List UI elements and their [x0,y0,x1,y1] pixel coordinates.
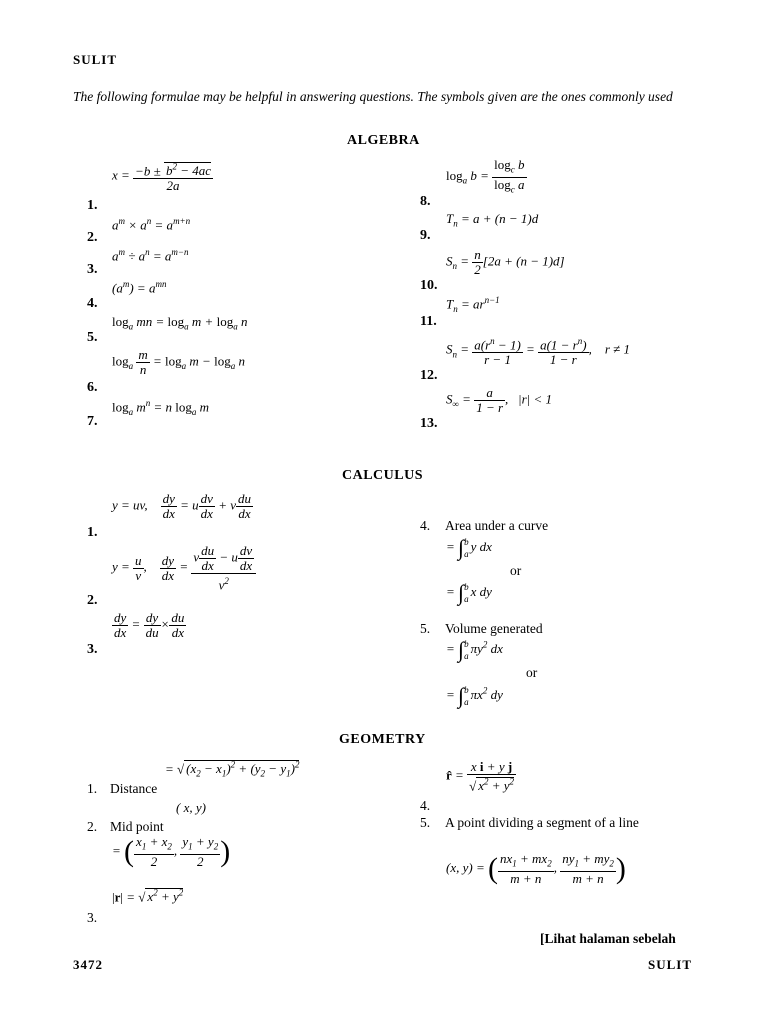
formula-unit-vector: r̂ = $\frac{\text{x i + y j}}{√ x^2 + y^2}$ [446,759,515,794]
algebra-heading: ALGEBRA [347,133,420,148]
algebra-number-11: 11. [420,314,437,329]
formula-product-rule: y = uv, $\frac{dy}{dx}$ = u $\frac{dv}{dx}$ + v $\frac{du}{dx}$ [112,491,251,521]
algebra-number-9: 9. [420,228,431,243]
calculus-number-3: 3. [87,642,98,657]
formula-midpoint-xy: ( x, y) [176,800,206,815]
calculus-number-2: 2. [87,593,98,608]
formula-index-divide: $a^m \div a^n = a^{m-n}$ [112,247,189,264]
formula-gp-term: $T_n = ar^{n-1}$ [446,295,500,314]
algebra-number-10: 10. [420,278,438,293]
geometry-number-2: 2. [87,819,98,834]
calculus-number-4: 4. [420,518,431,533]
formula-magnitude: |r| = √ $x^2 + y^2$ [112,888,184,905]
or-label-2: or [526,665,538,680]
geometry-number-3: 3. [87,910,98,925]
calculus-number-1: 1. [87,525,98,540]
formula-log-quotient: $\log_a$ $\frac{m}{n}$ = $\log_a m - \log_a n$ [112,347,245,377]
footer-code: 3472 [73,957,103,972]
formula-quadratic: x = $\frac{-b \pm b^2 - 4ac}{2a}$ [112,162,212,194]
midpoint-label: Mid point [110,819,164,834]
algebra-number-1: 1. [87,198,98,213]
formula-index-power: $(a^m) = a^{mn}$ [112,279,167,296]
algebra-number-6: 6. [87,380,98,395]
header-sulit: SULIT [73,52,118,67]
formula-chain-rule: $\frac{dy}{dx}$ = $\frac{dy}{du}$ × $\frac{du}{dx}$ [114,610,185,640]
formula-area-x: = ∫ b a x dy [446,580,492,605]
formula-volume-x: = ∫ b a $\pi x^2$ dy [446,683,503,708]
formula-log-power: $\log_a m^n = n$ $\log_a m$ [112,398,210,417]
volume-generated-label: Volume generated [445,621,543,636]
algebra-number-5: 5. [87,330,98,345]
formula-ap-term: $T_n = a + (n - 1)d$ [446,211,539,229]
calculus-heading: CALCULUS [342,468,424,483]
geometry-number-5: 5. [420,815,431,830]
dividing-point-label: A point dividing a segment of a line [445,815,639,830]
formula-distance: = √ $(x_2 - x_1)^2 + (y_2 - y_1)^2$ [165,760,300,779]
formula-dividing-point: (x, y) = ( $\frac{nx_1 + mx_2}{m + n}$ , $\frac{ny_1 + my_2}{m + n}$ ) [446,851,626,886]
footer-sulit: SULIT [648,957,693,972]
area-under-curve-label: Area under a curve [445,518,549,533]
geometry-number-4: 4. [420,798,431,813]
algebra-number-7: 7. [87,414,98,429]
calculus-number-5: 5. [420,621,431,636]
algebra-number-13: 13. [420,416,438,431]
algebra-number-4: 4. [87,296,98,311]
formula-area-y: = ∫ b a y dx [446,535,492,560]
formula-ap-sum: $S_n$ = $\frac{n}{2}$ [2a + (n − 1)d] [446,247,565,277]
algebra-number-12: 12. [420,368,438,383]
formula-log-product: $\log_a$ mn = $\log_a m + \log_a n$ [112,314,248,332]
formula-gp-sum: $S_n$ = $\frac{a(r^n - 1)}{r - 1}$ = $\frac{a(1 - r^n)}{1 - r}$ , r ≠ 1 [446,336,631,368]
algebra-number-2: 2. [87,230,98,245]
algebra-number-3: 3. [87,262,98,277]
formula-quotient-rule: y = $\frac{u}{v}$ , $\frac{dy}{dx}$ = v $\frac{du}{dx}$ − u $\frac{dv}{dx}$ $v^2$ [112,544,256,592]
algebra-number-8: 8. [420,194,431,209]
or-label-1: or [510,563,522,578]
formula-index-multiply: $a^m \times a^n = a^{m+n}$ [112,216,191,233]
geometry-number-1: 1. [87,781,98,796]
geometry-heading: GEOMETRY [339,732,426,747]
intro-text: The following formulae may be helpful in answering questions. The symbols given are the ones commonly used [73,89,673,104]
lihat-halaman-note: [Lihat halaman sebelah [540,931,676,946]
formula-change-base: $\log_a b$ = $\frac{\log_c b}{\log_c a}$ [446,157,525,195]
formula-volume-y: = ∫ b a $\pi y^2$ dx [446,637,503,662]
formula-midpoint: = ( $\frac{x_1 + x_2}{2}$ , $\frac{y_1 + y_2}{2}$ ) [112,834,231,869]
formula-gp-infinity: $S_\infty$ = $\frac{a}{1 - r}$ , |r| < 1 [446,385,553,415]
distance-label: Distance [110,781,158,796]
